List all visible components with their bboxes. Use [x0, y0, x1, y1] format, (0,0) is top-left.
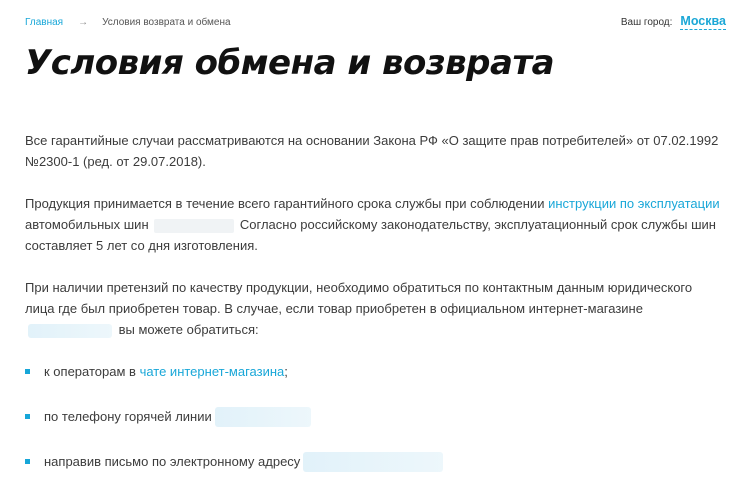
list-item-email	[25, 451, 725, 472]
breadcrumb-current: Условия возврата и обмена	[102, 17, 231, 28]
operating-instructions-link[interactable]: инструкции по эксплуатации	[548, 196, 720, 211]
paragraph-warranty-law: Все гарантийные случаи рассматриваются на основании Закона РФ «О защите прав потребителей» от 07.02.1992 №2300-1 (ред. от 29.07.2018).	[25, 133, 719, 169]
paragraph-warranty-term	[25, 193, 725, 256]
city-label: Ваш город:	[620, 17, 673, 28]
breadcrumb-home-link[interactable]: Главная	[25, 17, 64, 28]
breadcrumb-arrow-icon: →	[78, 17, 89, 28]
bullet-icon	[25, 459, 30, 464]
paragraph-text: При наличии претензий по качеству продукции, необходимо обратиться по контактным данным юридического лица где был приобретен товар. В случае, если товар приобретен в официальном интернет-магазине	[25, 280, 693, 316]
city-selector	[621, 14, 726, 30]
city-select-link[interactable]: Москва	[680, 14, 726, 28]
bullet-icon	[25, 414, 30, 419]
shop-chat-link[interactable]: чате интернет-магазина	[139, 364, 285, 379]
bullet-icon	[25, 369, 30, 374]
redacted-phone-link[interactable]	[215, 407, 311, 427]
list-item-suffix: ;	[284, 364, 288, 379]
paragraph-text: вы можете обратиться:	[118, 322, 259, 337]
list-item-text: по телефону горячей линии	[44, 409, 212, 424]
page-title: Условия обмена и возврата	[25, 43, 555, 83]
top-bar	[25, 14, 726, 34]
list-item-text: к операторам в	[44, 364, 136, 379]
paragraph-claims	[25, 277, 725, 340]
redacted-shop-link[interactable]	[28, 324, 112, 338]
page-content	[25, 130, 725, 496]
list-item-phone	[25, 406, 725, 427]
contact-options-list	[25, 361, 725, 472]
paragraph-text: автомобильных шин	[25, 217, 149, 232]
list-item-chat	[25, 361, 725, 382]
redacted-brand-placeholder	[154, 219, 234, 233]
paragraph-text: Продукция принимается в течение всего гарантийного срока службы при соблюдении	[25, 196, 545, 211]
paragraph-text: Согласно российскому законодательству, эксплуатационный срок службы шин составляет 5 лет со дня изготовления.	[25, 217, 716, 253]
redacted-email-link[interactable]	[303, 452, 443, 472]
breadcrumb	[25, 17, 231, 28]
list-item-text: направив письмо по электронному адресу	[44, 454, 301, 469]
